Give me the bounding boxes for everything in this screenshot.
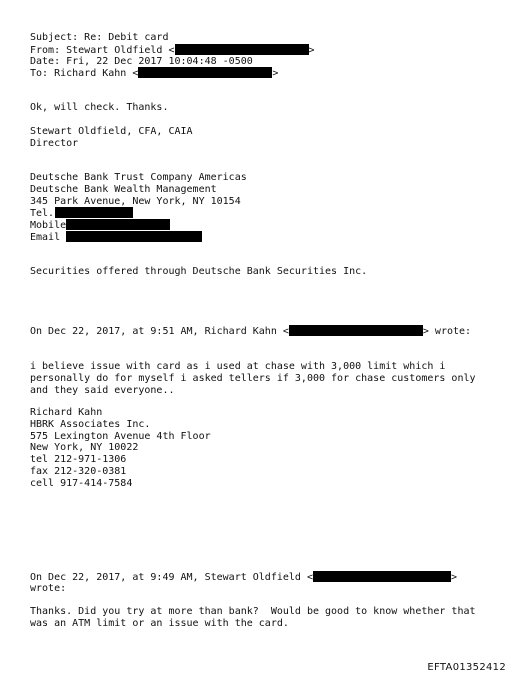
- quote1-body-line: i believe issue with card as i used at chase with 3,000 limit which i: [30, 361, 446, 372]
- mobile-line: [30, 219, 490, 231]
- quote2-intro-line2: wrote:: [30, 582, 67, 594]
- quote1-sig-line: tel 212-971-1306: [30, 454, 127, 466]
- redaction-bar: [313, 571, 451, 582]
- redaction-bar: [66, 231, 202, 242]
- quote1-sig-line: New York, NY 10022: [30, 442, 139, 454]
- signature-name: Stewart Oldfield, CFA, CAIA: [30, 126, 193, 137]
- disclaimer: [30, 266, 490, 278]
- from-prefix: From: Stewart Oldfield <: [30, 44, 175, 56]
- mobile-label: Mobile: [30, 220, 67, 232]
- company-info: [30, 172, 490, 243]
- quote1-signature: [30, 407, 490, 490]
- quote2-body-line: was an ATM limit or an issue with the card.: [30, 617, 289, 629]
- quote2-body-line: Thanks. Did you try at more than bank? Would be good to know whether that: [30, 606, 476, 617]
- document-id: EFTA01352412: [427, 662, 506, 673]
- quote1-body-line: personally do for myself i asked tellers if 3,000 for chase customers only: [30, 372, 476, 384]
- disclaimer-text: Securities offered through Deutsche Bank Securities Inc.: [30, 266, 368, 277]
- reply-text: Ok, will check. Thanks.: [30, 102, 169, 113]
- date-line: Date: Fri, 22 Dec 2017 10:04:48 -0500: [30, 55, 253, 67]
- quote1-intro-prefix: On Dec 22, 2017, at 9:51 AM, Richard Kahn <: [30, 326, 289, 337]
- email-header: [30, 32, 490, 79]
- email-label: Email: [30, 231, 61, 243]
- to-line: [30, 67, 490, 79]
- company-line-1: Deutsche Bank Trust Company Americas: [30, 172, 247, 183]
- sender-signature: [30, 126, 490, 150]
- quote2-intro-suffix: >: [450, 572, 457, 583]
- company-line-2: Deutsche Bank Wealth Management: [30, 183, 217, 195]
- quote1-body-line: and they said everyone..: [30, 384, 175, 396]
- from-suffix: >: [308, 44, 315, 56]
- quote1-sig-line: cell 917-414-7584: [30, 477, 133, 489]
- tel-line: [30, 207, 490, 219]
- quote2-intro: [30, 571, 490, 583]
- redaction-bar: [66, 219, 170, 230]
- to-suffix: >: [272, 68, 279, 80]
- quoted-message-1: [30, 325, 490, 337]
- redaction-bar: [138, 67, 272, 78]
- quote1-intro: [30, 325, 490, 337]
- quote1-sig-line: fax 212-320-0381: [30, 465, 127, 477]
- subject-line: Subject: Re: Debit card: [30, 32, 169, 43]
- reply-body: [30, 102, 490, 114]
- quote2-intro-prefix: On Dec 22, 2017, at 9:49 AM, Stewart Oldfield <: [30, 572, 313, 583]
- quote1-body: [30, 361, 490, 396]
- company-address: 345 Park Avenue, New York, NY 10154: [30, 195, 241, 207]
- redaction-bar: [175, 44, 309, 55]
- quoted-message-2: [30, 571, 490, 595]
- quote1-sig-line: Richard Kahn: [30, 407, 103, 418]
- from-line: [30, 44, 490, 56]
- email-line: [30, 231, 490, 243]
- redaction-bar: [289, 325, 423, 336]
- redaction-bar: [55, 207, 133, 218]
- quote1-sig-line: 575 Lexington Avenue 4th Floor: [30, 430, 211, 442]
- quote1-intro-suffix: > wrote:: [422, 326, 472, 337]
- tel-label: Tel.: [30, 208, 55, 220]
- quote1-sig-line: HBRK Associates Inc.: [30, 418, 151, 430]
- to-prefix: To: Richard Kahn <: [30, 68, 139, 80]
- signature-title: Director: [30, 137, 79, 149]
- quote2-body: [30, 606, 490, 630]
